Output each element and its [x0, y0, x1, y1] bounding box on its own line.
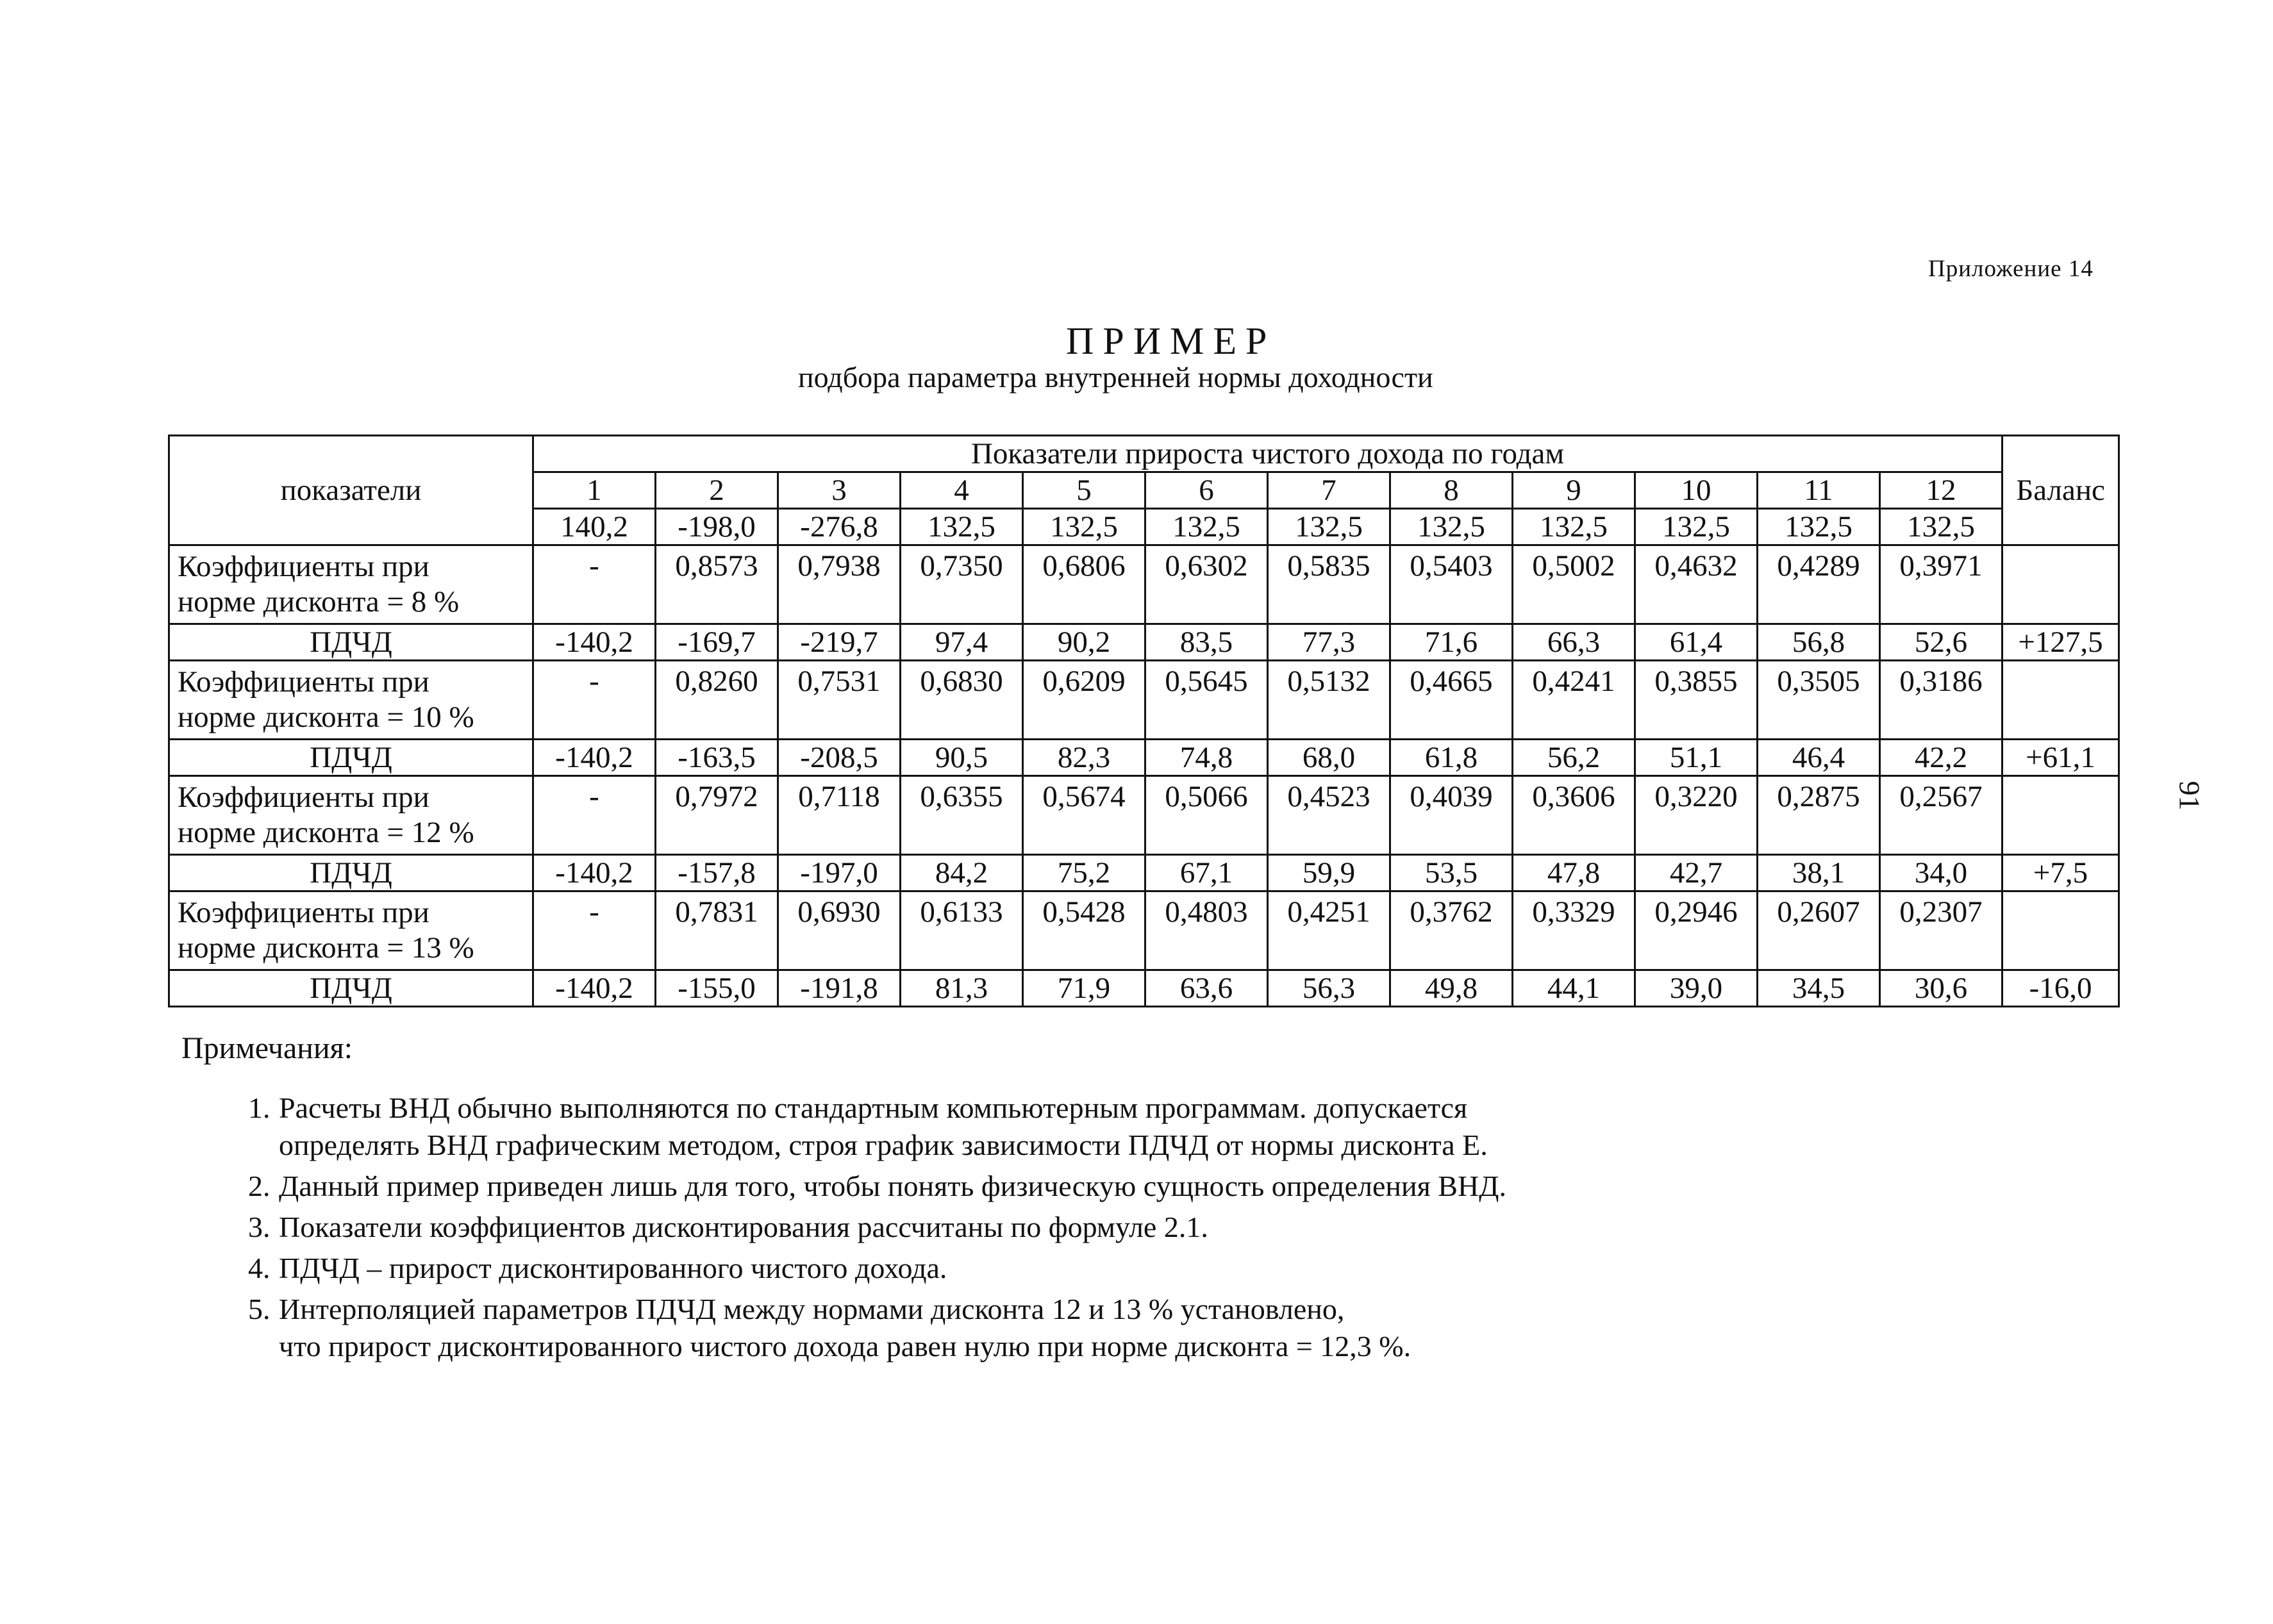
coefficient-cell: 0,6930 [778, 891, 901, 970]
notes-title: Примечания: [181, 1031, 353, 1065]
coefficient-cell: 0,8573 [656, 545, 778, 624]
coefficient-cell: 0,3855 [1635, 661, 1758, 740]
pdchd-cell: -140,2 [533, 855, 656, 891]
base-value-cell: 132,5 [1513, 509, 1635, 545]
year-header-cell: 12 [1880, 472, 2002, 509]
pdchd-cell: 97,4 [901, 624, 1023, 661]
pdchd-cell: -219,7 [778, 624, 901, 661]
coefficient-cell: 0,5132 [1268, 661, 1390, 740]
coefficient-label [169, 545, 533, 624]
coefficient-label-line1: Коэффициенты при [178, 780, 429, 814]
note-number: 5. [248, 1293, 271, 1325]
pdchd-cell: 56,2 [1513, 740, 1635, 776]
pdchd-cell: -140,2 [533, 740, 656, 776]
base-value-cell: 132,5 [1268, 509, 1390, 545]
note-item [248, 1209, 1721, 1246]
note-item [248, 1168, 1721, 1205]
base-value-cell: 132,5 [1390, 509, 1513, 545]
note-text-line1: ПДЧД – прирост дисконтированного чистого дохода. [279, 1252, 947, 1284]
pdchd-cell: -155,0 [656, 970, 778, 1007]
balance-cell: +127,5 [2002, 624, 2119, 661]
note-text-line1: Интерполяцией параметров ПДЧД между нормами дисконта 12 и 13 % установлено, [279, 1293, 1345, 1325]
pdchd-cell: -169,7 [656, 624, 778, 661]
pdchd-cell: 42,7 [1635, 855, 1758, 891]
pdchd-cell: 34,5 [1758, 970, 1880, 1007]
pdchd-cell: 53,5 [1390, 855, 1513, 891]
pdchd-cell: 56,3 [1268, 970, 1390, 1007]
coefficient-cell: 0,3186 [1880, 661, 2002, 740]
table-header-row [169, 436, 2119, 472]
base-value-cell: 132,5 [901, 509, 1023, 545]
coefficient-cell: 0,5428 [1023, 891, 1145, 970]
coefficient-label [169, 891, 533, 970]
document-subtitle: подбора параметра внутренней нормы доходности [798, 361, 1433, 394]
coefficient-cell: 0,3505 [1758, 661, 1880, 740]
pdchd-cell: 66,3 [1513, 624, 1635, 661]
pdchd-cell: 51,1 [1635, 740, 1758, 776]
coefficient-cell: 0,4632 [1635, 545, 1758, 624]
year-header-cell: 9 [1513, 472, 1635, 509]
base-value-cell: 132,5 [1758, 509, 1880, 545]
pdchd-cell: -157,8 [656, 855, 778, 891]
balance-empty-cell [2002, 776, 2119, 855]
pdchd-cell: 68,0 [1268, 740, 1390, 776]
balance-empty-cell [2002, 661, 2119, 740]
pdchd-cell: -140,2 [533, 970, 656, 1007]
coefficient-cell: 0,3606 [1513, 776, 1635, 855]
pdchd-cell: 38,1 [1758, 855, 1880, 891]
pdchd-row [169, 624, 2119, 661]
coefficient-cell: 0,6209 [1023, 661, 1145, 740]
note-item [248, 1090, 1721, 1164]
coefficient-cell: 0,3971 [1880, 545, 2002, 624]
note-number: 2. [248, 1170, 271, 1202]
coefficient-cell: 0,5002 [1513, 545, 1635, 624]
note-text-line1: Показатели коэффициентов дисконтирования рассчитаны по формуле 2.1. [279, 1211, 1208, 1243]
pdchd-cell: 61,8 [1390, 740, 1513, 776]
balance-empty-cell [2002, 891, 2119, 970]
document-title: ПРИМЕР [1066, 320, 1276, 362]
pdchd-cell: 44,1 [1513, 970, 1635, 1007]
coefficient-cell: 0,5835 [1268, 545, 1390, 624]
pdchd-cell: -163,5 [656, 740, 778, 776]
coefficient-cell: - [533, 545, 656, 624]
base-value-cell: 132,5 [1880, 509, 2002, 545]
pdchd-row [169, 740, 2119, 776]
coefficient-cell: 0,4523 [1268, 776, 1390, 855]
coefficient-label-line2: норме дисконта = 13 % [178, 931, 474, 965]
coefficient-cell: 0,3762 [1390, 891, 1513, 970]
pdchd-cell: 34,0 [1880, 855, 2002, 891]
pdchd-cell: 46,4 [1758, 740, 1880, 776]
note-item [248, 1291, 1721, 1365]
coefficient-cell: 0,4665 [1390, 661, 1513, 740]
note-text-line2: определять ВНД графическим методом, строя график зависимости ПДЧД от нормы дисконта Е. [279, 1129, 1488, 1161]
notes-list [248, 1090, 1721, 1369]
pdchd-cell: 81,3 [901, 970, 1023, 1007]
page-number: 91 [2173, 781, 2206, 811]
year-header-cell: 2 [656, 472, 778, 509]
pdchd-cell: 39,0 [1635, 970, 1758, 1007]
pdchd-row [169, 970, 2119, 1007]
pdchd-row [169, 855, 2119, 891]
coefficient-cell: 0,3329 [1513, 891, 1635, 970]
note-text-line2: что прирост дисконтированного чистого дохода равен нулю при норме дисконта = 12,3 %. [279, 1330, 1411, 1363]
coefficient-cell: 0,7938 [778, 545, 901, 624]
note-text-line1: Данный пример приведен лишь для того, чтобы понять физическую сущность определения ВНД. [279, 1170, 1507, 1202]
note-number: 3. [248, 1211, 271, 1243]
coefficient-cell: - [533, 891, 656, 970]
pdchd-cell: -197,0 [778, 855, 901, 891]
base-value-cell: -198,0 [656, 509, 778, 545]
year-header-cell: 5 [1023, 472, 1145, 509]
coefficient-cell: 0,4289 [1758, 545, 1880, 624]
pdchd-cell: 42,2 [1880, 740, 2002, 776]
pdchd-cell: 59,9 [1268, 855, 1390, 891]
coefficient-cell: 0,2307 [1880, 891, 2002, 970]
pdchd-cell: -191,8 [778, 970, 901, 1007]
note-text-line1: Расчеты ВНД обычно выполняются по стандартным компьютерным программам. допускается [279, 1091, 1468, 1124]
coefficient-cell: 0,7972 [656, 776, 778, 855]
coefficient-label [169, 776, 533, 855]
coefficient-row [169, 661, 2119, 740]
appendix-label: Приложение 14 [1928, 256, 2094, 282]
coefficient-label [169, 661, 533, 740]
pdchd-cell: 90,5 [901, 740, 1023, 776]
coefficient-cell: 0,2567 [1880, 776, 2002, 855]
pdchd-cell: 83,5 [1145, 624, 1268, 661]
group-header: Показатели прироста чистого дохода по годам [533, 436, 2002, 472]
coefficient-cell: 0,5066 [1145, 776, 1268, 855]
coefficient-cell: 0,7831 [656, 891, 778, 970]
coefficient-cell: 0,8260 [656, 661, 778, 740]
pdchd-cell: 63,6 [1145, 970, 1268, 1007]
year-header-cell: 6 [1145, 472, 1268, 509]
coefficient-cell: 0,2607 [1758, 891, 1880, 970]
year-header-cell: 7 [1268, 472, 1390, 509]
pdchd-cell: 74,8 [1145, 740, 1268, 776]
pdchd-cell: 52,6 [1880, 624, 2002, 661]
base-value-cell: -276,8 [778, 509, 901, 545]
pdchd-label: ПДЧД [169, 740, 533, 776]
pdchd-cell: 84,2 [901, 855, 1023, 891]
coefficient-label-line1: Коэффициенты при [178, 549, 429, 583]
year-header-cell: 10 [1635, 472, 1758, 509]
base-value-cell: 132,5 [1145, 509, 1268, 545]
pdchd-cell: -140,2 [533, 624, 656, 661]
year-header-cell: 11 [1758, 472, 1880, 509]
pdchd-cell: 56,8 [1758, 624, 1880, 661]
coefficient-label-line2: норме дисконта = 10 % [178, 700, 474, 734]
balance-cell: +61,1 [2002, 740, 2119, 776]
pdchd-cell: 30,6 [1880, 970, 2002, 1007]
coefficient-label-line2: норме дисконта = 12 % [178, 816, 474, 849]
coefficient-row [169, 776, 2119, 855]
pdchd-label: ПДЧД [169, 855, 533, 891]
year-header-cell: 8 [1390, 472, 1513, 509]
coefficient-cell: 0,4803 [1145, 891, 1268, 970]
coefficient-label-line1: Коэффициенты при [178, 895, 429, 929]
note-item [248, 1250, 1721, 1287]
coefficient-row [169, 891, 2119, 970]
coefficient-cell: 0,4251 [1268, 891, 1390, 970]
coefficient-row [169, 545, 2119, 624]
coefficient-cell: 0,6302 [1145, 545, 1268, 624]
pdchd-cell: 47,8 [1513, 855, 1635, 891]
pdchd-cell: -208,5 [778, 740, 901, 776]
base-value-cell: 132,5 [1023, 509, 1145, 545]
pdchd-cell: 71,9 [1023, 970, 1145, 1007]
coefficient-cell: 0,6830 [901, 661, 1023, 740]
coefficient-cell: 0,2875 [1758, 776, 1880, 855]
coefficient-cell: - [533, 661, 656, 740]
pdchd-cell: 71,6 [1390, 624, 1513, 661]
pdchd-label: ПДЧД [169, 970, 533, 1007]
pdchd-cell: 61,4 [1635, 624, 1758, 661]
coefficient-cell: 0,7350 [901, 545, 1023, 624]
pdchd-cell: 67,1 [1145, 855, 1268, 891]
balance-cell: +7,5 [2002, 855, 2119, 891]
coefficient-cell: 0,7118 [778, 776, 901, 855]
coefficient-cell: 0,5674 [1023, 776, 1145, 855]
note-number: 4. [248, 1252, 271, 1284]
coefficient-cell: 0,4039 [1390, 776, 1513, 855]
balance-empty-cell [2002, 545, 2119, 624]
coefficient-cell: 0,5403 [1390, 545, 1513, 624]
coefficient-label-line2: норме дисконта = 8 % [178, 585, 460, 618]
base-value-cell: 132,5 [1635, 509, 1758, 545]
coefficient-cell: - [533, 776, 656, 855]
column-header-indicators: показатели [169, 436, 533, 545]
irr-table [168, 435, 2120, 1007]
pdchd-cell: 75,2 [1023, 855, 1145, 891]
coefficient-cell: 0,6355 [901, 776, 1023, 855]
year-header-cell: 3 [778, 472, 901, 509]
pdchd-cell: 77,3 [1268, 624, 1390, 661]
coefficient-cell: 0,5645 [1145, 661, 1268, 740]
column-header-balance: Баланс [2002, 436, 2119, 545]
note-number: 1. [248, 1091, 271, 1124]
pdchd-cell: 90,2 [1023, 624, 1145, 661]
pdchd-cell: 82,3 [1023, 740, 1145, 776]
balance-cell: -16,0 [2002, 970, 2119, 1007]
pdchd-cell: 49,8 [1390, 970, 1513, 1007]
coefficient-cell: 0,6133 [901, 891, 1023, 970]
coefficient-cell: 0,7531 [778, 661, 901, 740]
year-header-cell: 1 [533, 472, 656, 509]
coefficient-cell: 0,4241 [1513, 661, 1635, 740]
pdchd-label: ПДЧД [169, 624, 533, 661]
coefficient-cell: 0,6806 [1023, 545, 1145, 624]
year-header-cell: 4 [901, 472, 1023, 509]
coefficient-cell: 0,3220 [1635, 776, 1758, 855]
coefficient-label-line1: Коэффициенты при [178, 665, 429, 699]
base-value-cell: 140,2 [533, 509, 656, 545]
coefficient-cell: 0,2946 [1635, 891, 1758, 970]
